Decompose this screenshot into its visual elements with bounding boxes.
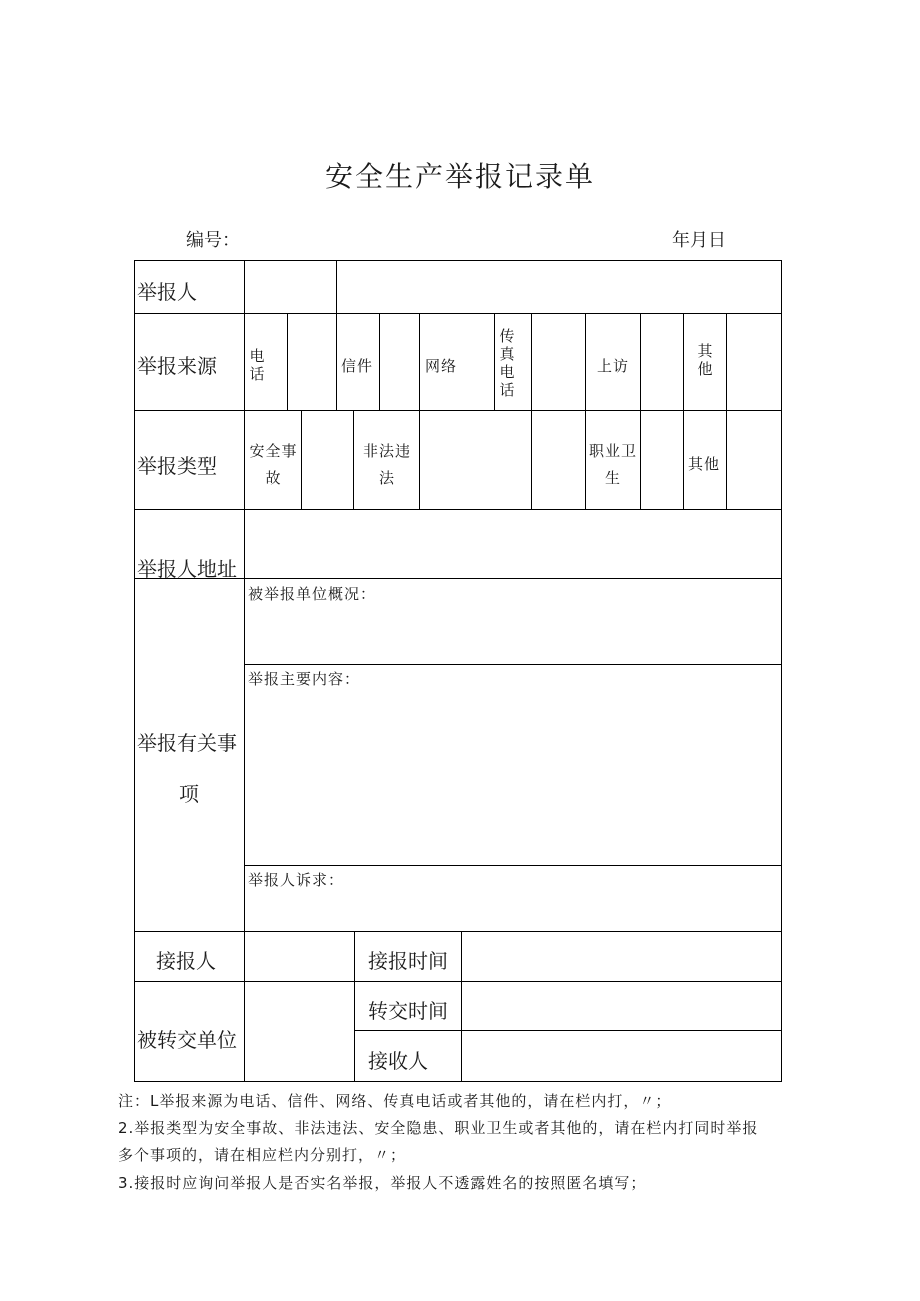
transfer-unit-label: 被转交单位	[137, 1028, 237, 1052]
date-label: 年月日	[672, 230, 726, 251]
transfer-unit-field[interactable]	[245, 982, 354, 1081]
type-other-checkbox[interactable]	[727, 411, 781, 509]
source-network-checkbox[interactable]	[462, 314, 494, 410]
matters-label: 举报有关事	[137, 731, 237, 755]
source-other-checkbox[interactable]	[727, 314, 781, 410]
source-other-label: 其他	[697, 342, 713, 378]
type-accident-checkbox[interactable]	[302, 411, 353, 509]
type-health-checkbox[interactable]	[641, 411, 683, 509]
main-content-field[interactable]	[245, 690, 781, 865]
type-hazard-checkbox[interactable]	[532, 411, 585, 509]
source-fax-checkbox[interactable]	[532, 314, 585, 410]
source-phone-checkbox[interactable]	[288, 314, 336, 410]
source-letter-checkbox[interactable]	[380, 314, 419, 410]
demand-field[interactable]	[245, 890, 781, 931]
receive-time-label: 接报时间	[368, 949, 448, 973]
type-illegal-checkbox[interactable]	[420, 411, 531, 509]
demand-label: 举报人诉求：	[248, 871, 345, 889]
unit-overview-field[interactable]	[245, 604, 781, 664]
transfer-time-field[interactable]	[462, 982, 781, 1030]
number-field[interactable]	[240, 222, 540, 250]
source-letter-label: 信件	[341, 357, 374, 375]
main-content-label: 举报主要内容：	[248, 670, 361, 688]
reporter-label: 举报人	[137, 280, 197, 304]
type-other-label: 其他	[688, 455, 721, 473]
number-label: 编号：	[186, 230, 240, 251]
recipient-field[interactable]	[462, 1031, 781, 1081]
receiver-field[interactable]	[245, 932, 354, 981]
address-field[interactable]	[245, 510, 781, 578]
source-network-label: 网络	[425, 357, 458, 375]
note-2: 2.举报类型为安全事故、非法违法、安全隐患、职业卫生或者其他的，请在栏内打同时举报	[118, 1119, 759, 1137]
source-phone-label: 电话	[249, 347, 265, 383]
note-3: 3.接报时应询问举报人是否实名举报，举报人不透露姓名的按照匿名填写；	[118, 1174, 647, 1192]
unit-overview-label: 被举报单位概况：	[248, 585, 377, 603]
address-label: 举报人地址	[137, 557, 237, 581]
type-accident-label: 安全事 故	[249, 442, 298, 487]
source-fax-label: 传真电话	[499, 327, 515, 399]
source-visit-label: 上访	[597, 357, 630, 375]
matters-label-cont: 项	[179, 782, 199, 806]
transfer-time-label: 转交时间	[368, 999, 448, 1023]
receiver-label: 接报人	[156, 949, 216, 973]
type-illegal-label: 非法违 法	[362, 442, 411, 487]
reporter-contact-field[interactable]	[337, 261, 781, 313]
recipient-label: 接收人	[368, 1049, 428, 1073]
type-health-label: 职业卫 生	[588, 442, 637, 487]
type-label: 举报类型	[137, 454, 217, 478]
note-1: 注：L举报来源为电话、信件、网络、传真电话或者其他的，请在栏内打，〃；	[118, 1092, 672, 1110]
note-2-cont: 多个事项的，请在相应栏内分别打，〃；	[118, 1146, 407, 1164]
form-title: 安全生产举报记录单	[324, 160, 595, 193]
receive-time-field[interactable]	[462, 932, 781, 981]
reporter-name-field[interactable]	[245, 261, 335, 313]
source-visit-checkbox[interactable]	[641, 314, 683, 410]
source-label: 举报来源	[137, 354, 217, 378]
